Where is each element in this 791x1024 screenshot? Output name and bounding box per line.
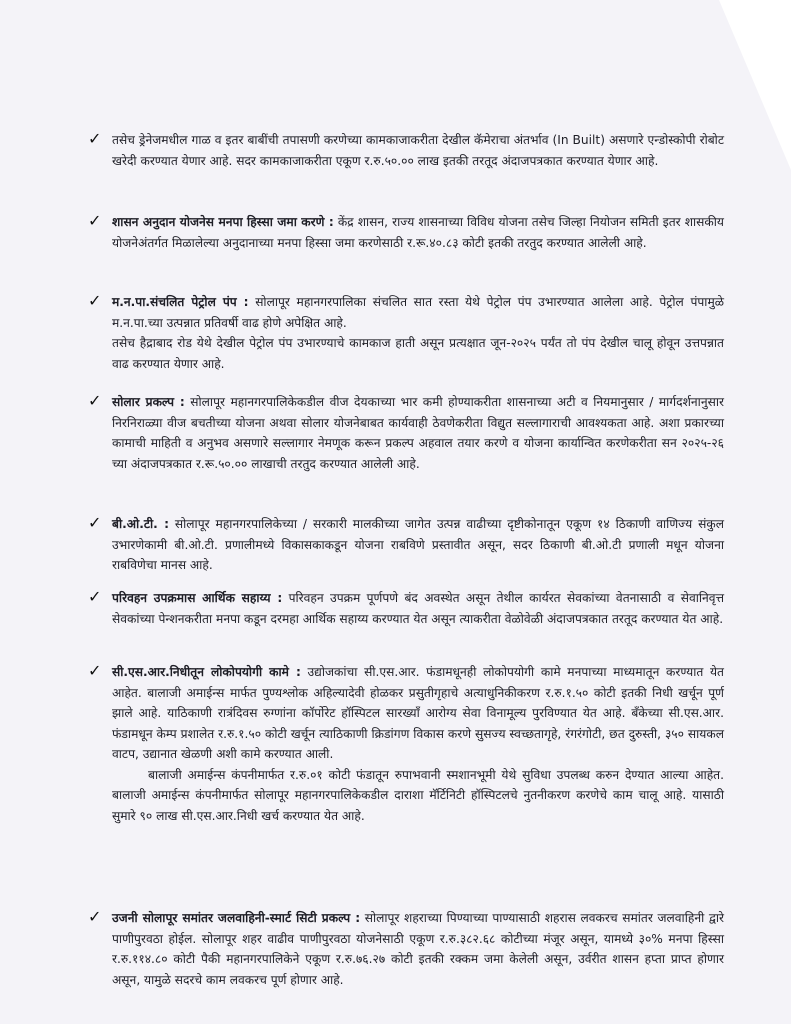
- item-bot: [88, 513, 724, 576]
- checkmark-icon: ✓: [88, 291, 102, 310]
- item-heading: उजनी सोलापूर समांतर जलवाहिनी-स्मार्ट सिटी प्रकल्प :: [112, 911, 361, 925]
- item-heading: सी.एस.आर.निधीतून लोकोपयोगी कामे :: [112, 665, 301, 679]
- item-text-continued: तसेच हैद्राबाद रोड येथे देखील पेट्रोल पंप उभारण्याचे कामकाज हाती असून प्रत्यक्षात जून-२०२५ पर्यंत तो पंप देखील चालू होवून उत्तपन्नात वाढ करण्यात येणार आहे.: [112, 336, 724, 371]
- checkmark-icon: ✓: [88, 907, 102, 926]
- item-text: सोलापूर महानगरपालिकेच्या / सरकारी मालकीच्या जागेत उत्पन्न वाढीच्या दृष्टीकोनातून एकूण १४ ठिकाणी वाणिज्य संकुल उभारणेकामी बी.ओ.टी. प्रणालीमध्ये विकासकाकडून योजना राबविणे प्रस्तावीत असून, सदर ठिकाणी बी.ओ.टी प्रणाली मधून योजना राबविणेचा मानस आहे.: [112, 517, 724, 572]
- checkmark-icon: ✓: [88, 391, 102, 410]
- item-grant-share: [88, 211, 724, 253]
- checkmark-icon: ✓: [88, 661, 102, 680]
- item-heading: बी.ओ.टी. :: [112, 517, 169, 531]
- checkmark-icon: ✓: [88, 211, 102, 230]
- item-heading: शासन अनुदान योजनेस मनपा हिस्सा जमा करणे :: [112, 215, 334, 229]
- item-text: तसेच ड्रेनेजमधील गाळ व इतर बाबींची तपासणी करणेच्या कामकाजाकरीता देखील कॅमेराचा अंतर्भाव (In Built) असणारे एन्डोस्कोपी रोबोट खरेदी करण्यात येणार आहे. सदर कामकाजाकरीता एकूण र.रु.५०.०० लाख इतकी तरतूद अंदाजपत्रकात करण्यात येणार आहे.: [112, 133, 724, 168]
- item-petrol-pump: [88, 291, 724, 374]
- checkmark-icon: ✓: [88, 513, 102, 532]
- item-text: उद्योजकांचा सी.एस.आर. फंडामधूनही लोकोपयोगी कामे मनपाच्या माध्यमातून करण्यात येत आहेत. बालाजी अमाईन्स मार्फत पुण्यश्लोक अहिल्यादेवी होळकर प्रसुतीगृहाचे अत्याधुनिकीकरण र.रु.१.५० कोटी इतकी निधी खर्चून पूर्ण झाले आहे. याठिकाणी रात्रंदिवस रुग्णांना कॉर्पोरेट हॉस्पिटल सारख्याँ आरोग्य सेवा विनामूल्य पुरविण्यात येत आहे. बँकेच्या सी.एस.आर. फंडामधून केम्प प्रशालेत र.रु.१.५० कोटी खर्चून त्याठिकाणी क्रिडांगण विकास करणे सुसज्य स्वच्छतागृहे, रंगरंगोटी, छत दुरुस्ती, ३५० सायकल वाटप, उद्यानात खेळणी अशी कामे करण्यात आली.: [112, 665, 724, 761]
- item-ujani-pipeline: [88, 907, 725, 990]
- item-heading: म.न.पा.संचलित पेट्रोल पंप :: [112, 295, 249, 309]
- item-heading: सोलार प्रकल्प :: [112, 395, 185, 409]
- item-heading: परिवहन उपक्रमास आर्थिक सहाय्य :: [112, 591, 283, 605]
- item-csr-works: [88, 661, 724, 826]
- item-text: सोलापूर महानगरपालिका संचलित सात रस्ता येथे पेट्रोल पंप उभारण्यात आलेला आहे. पेट्रोल पंपामुळे म.न.पा.च्या उत्पन्नात प्रतिवर्षी वाढ होणे अपेक्षित आहे.: [112, 295, 724, 330]
- item-endoscopy-robot: [88, 129, 724, 171]
- checkmark-icon: ✓: [88, 129, 102, 148]
- item-text: सोलापूर महानगरपालिकेकडील वीज देयकाच्या भार कमी होण्याकरीता शासनाच्या अटी व नियमानुसार / मार्गदर्शनानुसार निरनिराळ्या वीज बचतीच्या योजना अथवा सोलार योजनेबाबत कार्यवाही ठेवणेकरीता विद्युत सल्लागाराची आवश्यकता आहे. अशा प्रकारच्या कामाची माहिती व अनुभव असणारे सल्लागार नेमणूक करून प्रकल्प अहवाल तयार करणे व योजना कार्यान्वित करणेकरीता सन २०२५-२६ च्या अंदाजपत्रकात र.रू.५०.०० लाखाची तरतुद करण्यात आलेली आहे.: [112, 395, 724, 471]
- item-text: सोलापूर शहराच्या पिण्याच्या पाण्यासाठी शहरास लवकरच समांतर जलवाहिनी द्वारे पाणीपुरवठा होईल. सोलापूर शहर वाढीव पाणीपुरवठा योजनेसाठी एकूण र.रु.३८२.६८ कोटीच्या मंजूर असून, यामध्ये ३०% मनपा हिस्सा र.रु.११४.८० कोटी पैकी महानगरपालिकेने एकूण र.रु.७६.२७ कोटी इतकी रक्कम जमा केलेली असून, उर्वरीत शासन हप्ता प्राप्त होणार असून, यामुळे सदरचे काम लवकरच पूर्ण होणार आहे.: [112, 911, 725, 987]
- checkmark-icon: ✓: [88, 587, 102, 606]
- item-text: केंद्र शासन, राज्य शासनाच्या विविध योजना तसेच जिल्हा नियोजन समिती इतर शासकीय योजनेअंतर्गत मिळालेल्या अनुदानाच्या मनपा हिस्सा जमा करणेसाठी र.रू.४०.८३ कोटी इतकी तरतुद करण्यात आलेली आहे.: [112, 215, 724, 250]
- item-transport-aid: [88, 587, 724, 629]
- item-text: परिवहन उपक्रम पूर्णपणे बंद अवस्थेत असून तेथील कार्यरत सेवकांच्या वेतनासाठी व सेवानिवृत्त सेवकांच्या पेन्शनकरीता मनपा कडून दरमहा आर्थिक सहाय्य करण्यात येत असून त्याकरीता वेळोवेळी अंदाजपत्रकात तरतूद करण्यात येत आहे.: [112, 591, 724, 626]
- item-text-continued: बालाजी अमाईन्स कंपनीमार्फत र.रु.०१ कोटी फंडातून रुपाभवानी स्मशानभूमी येथे सुविधा उपलब्ध करुन देण्यात आल्या आहेत. बालाजी अमाईन्स कंपनीमार्फत सोलापूर महानगरपालिकेकडील दाराशा मॅर्टिनिटी हॉस्पिटलचे नुतनीकरण करणेचे काम चालू आहे. यासाठी सुमारे ९० लाख सी.एस.आर.निधी खर्च करण्यात येत आहे.: [112, 767, 724, 823]
- item-solar-project: [88, 391, 724, 474]
